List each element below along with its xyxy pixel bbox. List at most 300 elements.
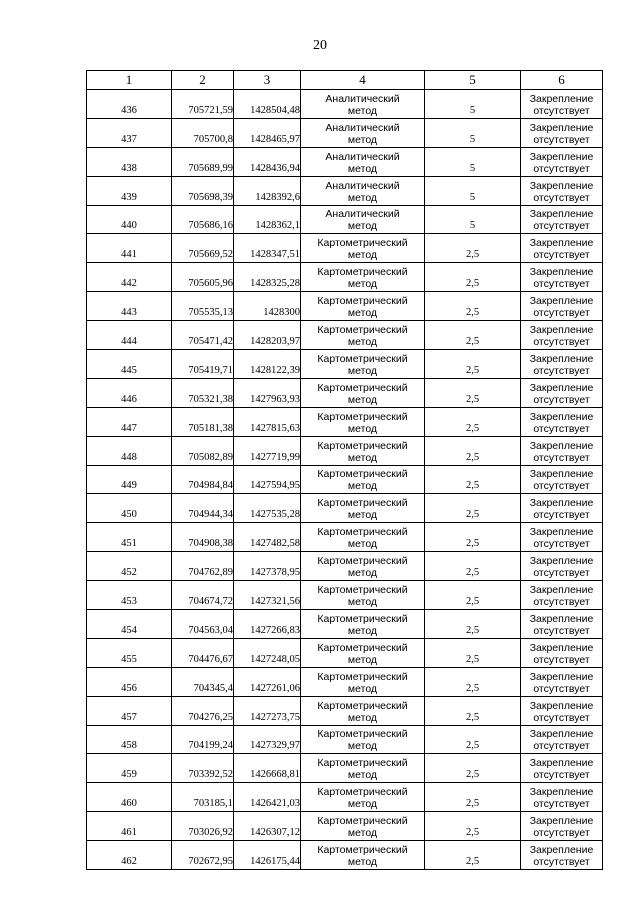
point-number: 457 — [87, 696, 172, 725]
method-line-2: метод — [347, 278, 378, 291]
table-row — [87, 234, 603, 263]
method-line-2: метод — [347, 856, 378, 869]
fixing-line-2: отсутствует — [533, 596, 590, 609]
precision-value: 5 — [425, 176, 521, 205]
coordinate-y: 1427248,05 — [234, 638, 301, 667]
point-number: 447 — [87, 407, 172, 436]
precision-value: 2,5 — [425, 812, 521, 841]
fixing-line-1: Закрепление — [529, 815, 594, 828]
fixing-cell — [521, 378, 603, 407]
coordinate-y: 1428392,6 — [234, 176, 301, 205]
method-line-2: метод — [347, 249, 378, 262]
coordinate-y: 1428465,97 — [234, 118, 301, 147]
coordinate-x: 704762,89 — [172, 552, 234, 581]
table-row — [87, 378, 603, 407]
coordinate-y: 1428203,97 — [234, 321, 301, 350]
coordinate-x: 704908,38 — [172, 523, 234, 552]
method-line-1: Картометрический — [317, 381, 408, 394]
method-line-2: метод — [347, 133, 378, 146]
table-row — [87, 292, 603, 321]
coordinates-table — [86, 70, 603, 870]
method-line-2: метод — [347, 364, 378, 377]
point-number: 439 — [87, 176, 172, 205]
method-line-1: Аналитический — [325, 121, 400, 134]
point-number: 446 — [87, 378, 172, 407]
precision-value: 2,5 — [425, 754, 521, 783]
table-row — [87, 494, 603, 523]
method-line-1: Картометрический — [317, 612, 408, 625]
coordinate-y: 1426668,81 — [234, 754, 301, 783]
precision-value: 2,5 — [425, 610, 521, 639]
coordinate-x: 703392,52 — [172, 754, 234, 783]
precision-value: 2,5 — [425, 263, 521, 292]
coordinate-x: 703026,92 — [172, 812, 234, 841]
fixing-cell — [521, 263, 603, 292]
point-number: 458 — [87, 725, 172, 754]
fixing-line-2: отсутствует — [533, 624, 590, 637]
point-number: 453 — [87, 581, 172, 610]
coordinate-x: 705419,71 — [172, 350, 234, 379]
fixing-cell — [521, 436, 603, 465]
point-number: 441 — [87, 234, 172, 263]
fixing-line-1: Закрепление — [529, 757, 594, 770]
coordinate-y: 1426421,03 — [234, 783, 301, 812]
method-line-1: Картометрический — [317, 728, 408, 741]
fixing-cell — [521, 667, 603, 696]
precision-value: 2,5 — [425, 696, 521, 725]
precision-value: 2,5 — [425, 841, 521, 870]
table-header — [87, 71, 603, 90]
method-cell — [301, 234, 425, 263]
point-number: 450 — [87, 494, 172, 523]
method-line-2: метод — [347, 711, 378, 724]
method-line-2: метод — [347, 596, 378, 609]
coordinate-y: 1427266,83 — [234, 610, 301, 639]
coordinate-x: 704944,34 — [172, 494, 234, 523]
fixing-line-1: Закрепление — [529, 584, 594, 597]
fixing-cell — [521, 494, 603, 523]
method-cell — [301, 725, 425, 754]
table-row — [87, 350, 603, 379]
method-line-2: метод — [347, 769, 378, 782]
method-line-1: Картометрический — [317, 699, 408, 712]
coordinate-y: 1427273,75 — [234, 696, 301, 725]
fixing-line-1: Закрепление — [529, 410, 594, 423]
method-cell — [301, 610, 425, 639]
method-cell — [301, 90, 425, 119]
fixing-line-1: Закрепление — [529, 641, 594, 654]
coordinate-x: 705471,42 — [172, 321, 234, 350]
method-line-2: метод — [347, 393, 378, 406]
coordinate-x: 705605,96 — [172, 263, 234, 292]
fixing-line-2: отсутствует — [533, 133, 590, 146]
coordinate-x: 705181,38 — [172, 407, 234, 436]
coordinate-y: 1428436,94 — [234, 147, 301, 176]
method-line-2: метод — [347, 422, 378, 435]
fixing-cell — [521, 581, 603, 610]
method-line-2: метод — [347, 191, 378, 204]
point-number: 452 — [87, 552, 172, 581]
fixing-line-2: отсутствует — [533, 451, 590, 464]
fixing-line-1: Закрепление — [529, 179, 594, 192]
method-line-1: Картометрический — [317, 324, 408, 337]
coordinate-x: 704674,72 — [172, 581, 234, 610]
table-row — [87, 465, 603, 494]
table-row — [87, 205, 603, 234]
fixing-line-2: отсутствует — [533, 191, 590, 204]
fixing-line-1: Закрепление — [529, 555, 594, 568]
coordinate-x: 703185,1 — [172, 783, 234, 812]
method-line-1: Картометрический — [317, 468, 408, 481]
fixing-line-1: Закрепление — [529, 844, 594, 857]
precision-value: 2,5 — [425, 436, 521, 465]
table-row — [87, 638, 603, 667]
fixing-line-2: отсутствует — [533, 653, 590, 666]
table-row — [87, 812, 603, 841]
coordinate-x: 705321,38 — [172, 378, 234, 407]
coordinate-y: 1427261,06 — [234, 667, 301, 696]
point-number: 454 — [87, 610, 172, 639]
coordinate-y: 1427321,56 — [234, 581, 301, 610]
fixing-line-2: отсутствует — [533, 162, 590, 175]
coordinate-y: 1428347,51 — [234, 234, 301, 263]
fixing-cell — [521, 552, 603, 581]
method-line-2: метод — [347, 567, 378, 580]
method-cell — [301, 147, 425, 176]
point-number: 445 — [87, 350, 172, 379]
precision-value: 5 — [425, 118, 521, 147]
coordinate-x: 704345,4 — [172, 667, 234, 696]
fixing-line-1: Закрепление — [529, 324, 594, 337]
table-row — [87, 523, 603, 552]
method-line-1: Картометрический — [317, 584, 408, 597]
fixing-line-1: Закрепление — [529, 699, 594, 712]
method-cell — [301, 465, 425, 494]
method-line-2: метод — [347, 653, 378, 666]
coordinate-x: 705700,8 — [172, 118, 234, 147]
method-line-2: метод — [347, 538, 378, 551]
point-number: 443 — [87, 292, 172, 321]
method-cell — [301, 350, 425, 379]
fixing-line-2: отсутствует — [533, 682, 590, 695]
fixing-cell — [521, 407, 603, 436]
coordinate-x: 705669,52 — [172, 234, 234, 263]
fixing-line-1: Закрепление — [529, 468, 594, 481]
method-cell — [301, 552, 425, 581]
fixing-line-2: отсутствует — [533, 422, 590, 435]
table-row — [87, 581, 603, 610]
method-line-1: Картометрический — [317, 352, 408, 365]
method-line-1: Картометрический — [317, 786, 408, 799]
precision-value: 2,5 — [425, 378, 521, 407]
point-number: 451 — [87, 523, 172, 552]
table-row — [87, 118, 603, 147]
method-cell — [301, 494, 425, 523]
method-line-1: Картометрический — [317, 555, 408, 568]
table-row — [87, 841, 603, 870]
method-line-2: метод — [347, 162, 378, 175]
method-cell — [301, 321, 425, 350]
fixing-cell — [521, 350, 603, 379]
fixing-line-2: отсутствует — [533, 740, 590, 753]
method-cell — [301, 407, 425, 436]
fixing-cell — [521, 321, 603, 350]
fixing-cell — [521, 610, 603, 639]
method-cell — [301, 754, 425, 783]
fixing-line-2: отсутствует — [533, 278, 590, 291]
method-line-2: метод — [347, 798, 378, 811]
coordinate-x: 705535,13 — [172, 292, 234, 321]
fixing-cell — [521, 523, 603, 552]
coordinate-y: 1428325,28 — [234, 263, 301, 292]
coordinate-y: 1427535,28 — [234, 494, 301, 523]
method-cell — [301, 581, 425, 610]
coordinate-y: 1428122,39 — [234, 350, 301, 379]
fixing-line-2: отсутствует — [533, 798, 590, 811]
precision-value: 2,5 — [425, 783, 521, 812]
fixing-line-2: отсутствует — [533, 307, 590, 320]
method-cell — [301, 436, 425, 465]
fixing-cell — [521, 147, 603, 176]
method-line-1: Картометрический — [317, 815, 408, 828]
method-line-2: метод — [347, 104, 378, 117]
coordinate-y: 1427719,99 — [234, 436, 301, 465]
precision-value: 2,5 — [425, 552, 521, 581]
coordinate-x: 702672,95 — [172, 841, 234, 870]
fixing-line-2: отсутствует — [533, 856, 590, 869]
method-line-1: Аналитический — [325, 92, 400, 105]
coordinate-y: 1427963,93 — [234, 378, 301, 407]
fixing-line-1: Закрепление — [529, 612, 594, 625]
precision-value: 2,5 — [425, 234, 521, 263]
column-header-6: 6 — [521, 71, 603, 90]
point-number: 442 — [87, 263, 172, 292]
fixing-cell — [521, 783, 603, 812]
table-body — [87, 90, 603, 870]
fixing-line-1: Закрепление — [529, 295, 594, 308]
method-line-1: Картометрический — [317, 410, 408, 423]
point-number: 449 — [87, 465, 172, 494]
method-line-2: метод — [347, 451, 378, 464]
method-cell — [301, 205, 425, 234]
fixing-line-2: отсутствует — [533, 393, 590, 406]
method-line-1: Аналитический — [325, 179, 400, 192]
column-header-5: 5 — [425, 71, 521, 90]
table-row — [87, 552, 603, 581]
fixing-cell — [521, 696, 603, 725]
method-line-1: Аналитический — [325, 150, 400, 163]
coordinate-y: 1428362,1 — [234, 205, 301, 234]
fixing-line-1: Закрепление — [529, 121, 594, 134]
method-line-1: Аналитический — [325, 208, 400, 221]
fixing-line-1: Закрепление — [529, 237, 594, 250]
fixing-line-1: Закрепление — [529, 150, 594, 163]
coordinate-x: 705082,89 — [172, 436, 234, 465]
fixing-line-2: отсутствует — [533, 509, 590, 522]
table-row — [87, 321, 603, 350]
fixing-line-2: отсутствует — [533, 567, 590, 580]
fixing-line-1: Закрепление — [529, 728, 594, 741]
point-number: 436 — [87, 90, 172, 119]
method-cell — [301, 523, 425, 552]
precision-value: 2,5 — [425, 407, 521, 436]
method-cell — [301, 667, 425, 696]
coordinate-y: 1428504,48 — [234, 90, 301, 119]
coordinate-x: 705689,99 — [172, 147, 234, 176]
fixing-cell — [521, 754, 603, 783]
precision-value: 2,5 — [425, 321, 521, 350]
column-header-2: 2 — [172, 71, 234, 90]
method-line-2: метод — [347, 682, 378, 695]
fixing-cell — [521, 638, 603, 667]
column-header-1: 1 — [87, 71, 172, 90]
table-row — [87, 610, 603, 639]
fixing-cell — [521, 292, 603, 321]
point-number: 459 — [87, 754, 172, 783]
fixing-line-1: Закрепление — [529, 208, 594, 221]
fixing-cell — [521, 118, 603, 147]
fixing-line-1: Закрепление — [529, 526, 594, 539]
fixing-line-2: отсутствует — [533, 364, 590, 377]
precision-value: 2,5 — [425, 581, 521, 610]
header-row — [87, 71, 603, 90]
precision-value: 2,5 — [425, 667, 521, 696]
fixing-cell — [521, 176, 603, 205]
point-number: 437 — [87, 118, 172, 147]
coordinate-x: 704563,04 — [172, 610, 234, 639]
method-line-1: Картометрический — [317, 295, 408, 308]
precision-value: 2,5 — [425, 638, 521, 667]
method-line-1: Картометрический — [317, 237, 408, 250]
precision-value: 2,5 — [425, 465, 521, 494]
coordinate-x: 704476,67 — [172, 638, 234, 667]
table-row — [87, 783, 603, 812]
table-row — [87, 90, 603, 119]
fixing-line-2: отсутствует — [533, 480, 590, 493]
fixing-line-2: отсутствует — [533, 827, 590, 840]
point-number: 456 — [87, 667, 172, 696]
precision-value: 5 — [425, 90, 521, 119]
method-cell — [301, 292, 425, 321]
fixing-cell — [521, 465, 603, 494]
coordinate-x: 705698,39 — [172, 176, 234, 205]
fixing-line-1: Закрепление — [529, 670, 594, 683]
fixing-line-2: отсутствует — [533, 769, 590, 782]
fixing-line-1: Закрепление — [529, 381, 594, 394]
fixing-line-2: отсутствует — [533, 220, 590, 233]
point-number: 461 — [87, 812, 172, 841]
method-line-1: Картометрический — [317, 439, 408, 452]
fixing-line-1: Закрепление — [529, 266, 594, 279]
coordinate-y: 1426307,12 — [234, 812, 301, 841]
coordinate-y: 1427594,95 — [234, 465, 301, 494]
coordinate-y: 1428300 — [234, 292, 301, 321]
method-cell — [301, 841, 425, 870]
precision-value: 2,5 — [425, 292, 521, 321]
table-row — [87, 725, 603, 754]
precision-value: 2,5 — [425, 350, 521, 379]
fixing-line-2: отсутствует — [533, 104, 590, 117]
precision-value: 5 — [425, 147, 521, 176]
coordinate-y: 1427378,95 — [234, 552, 301, 581]
method-line-1: Картометрический — [317, 497, 408, 510]
fixing-cell — [521, 812, 603, 841]
fixing-line-1: Закрепление — [529, 92, 594, 105]
method-line-2: метод — [347, 220, 378, 233]
method-line-1: Картометрический — [317, 641, 408, 654]
fixing-cell — [521, 205, 603, 234]
coordinate-x: 704276,25 — [172, 696, 234, 725]
method-line-2: метод — [347, 509, 378, 522]
fixing-line-2: отсутствует — [533, 538, 590, 551]
precision-value: 2,5 — [425, 494, 521, 523]
method-line-2: метод — [347, 307, 378, 320]
fixing-line-2: отсутствует — [533, 336, 590, 349]
table-row — [87, 667, 603, 696]
method-line-2: метод — [347, 827, 378, 840]
column-header-3: 3 — [234, 71, 301, 90]
method-line-2: метод — [347, 624, 378, 637]
method-line-2: метод — [347, 740, 378, 753]
table-row — [87, 754, 603, 783]
coordinate-y: 1427815,63 — [234, 407, 301, 436]
precision-value: 2,5 — [425, 725, 521, 754]
method-cell — [301, 378, 425, 407]
fixing-line-1: Закрепление — [529, 497, 594, 510]
fixing-cell — [521, 841, 603, 870]
method-cell — [301, 118, 425, 147]
method-line-1: Картометрический — [317, 526, 408, 539]
point-number: 440 — [87, 205, 172, 234]
fixing-line-2: отсутствует — [533, 711, 590, 724]
method-line-1: Картометрический — [317, 670, 408, 683]
table-row — [87, 696, 603, 725]
point-number: 455 — [87, 638, 172, 667]
table-row — [87, 147, 603, 176]
table-row — [87, 436, 603, 465]
method-line-1: Картометрический — [317, 844, 408, 857]
point-number: 444 — [87, 321, 172, 350]
table-row — [87, 407, 603, 436]
coordinate-x: 705721,59 — [172, 90, 234, 119]
coordinate-y: 1427482,58 — [234, 523, 301, 552]
fixing-line-1: Закрепление — [529, 786, 594, 799]
method-line-2: метод — [347, 480, 378, 493]
precision-value: 2,5 — [425, 523, 521, 552]
table-row — [87, 176, 603, 205]
method-cell — [301, 783, 425, 812]
coordinate-x: 705686,16 — [172, 205, 234, 234]
fixing-cell — [521, 234, 603, 263]
method-cell — [301, 638, 425, 667]
point-number: 448 — [87, 436, 172, 465]
fixing-line-1: Закрепление — [529, 352, 594, 365]
point-number: 460 — [87, 783, 172, 812]
fixing-line-1: Закрепление — [529, 439, 594, 452]
page-number: 20 — [313, 38, 327, 53]
column-header-4: 4 — [301, 71, 425, 90]
point-number: 462 — [87, 841, 172, 870]
coordinate-y: 1426175,44 — [234, 841, 301, 870]
method-cell — [301, 263, 425, 292]
fixing-line-2: отсутствует — [533, 249, 590, 262]
precision-value: 5 — [425, 205, 521, 234]
coordinate-x: 704984,84 — [172, 465, 234, 494]
point-number: 438 — [87, 147, 172, 176]
fixing-cell — [521, 725, 603, 754]
method-line-2: метод — [347, 336, 378, 349]
table-row — [87, 263, 603, 292]
